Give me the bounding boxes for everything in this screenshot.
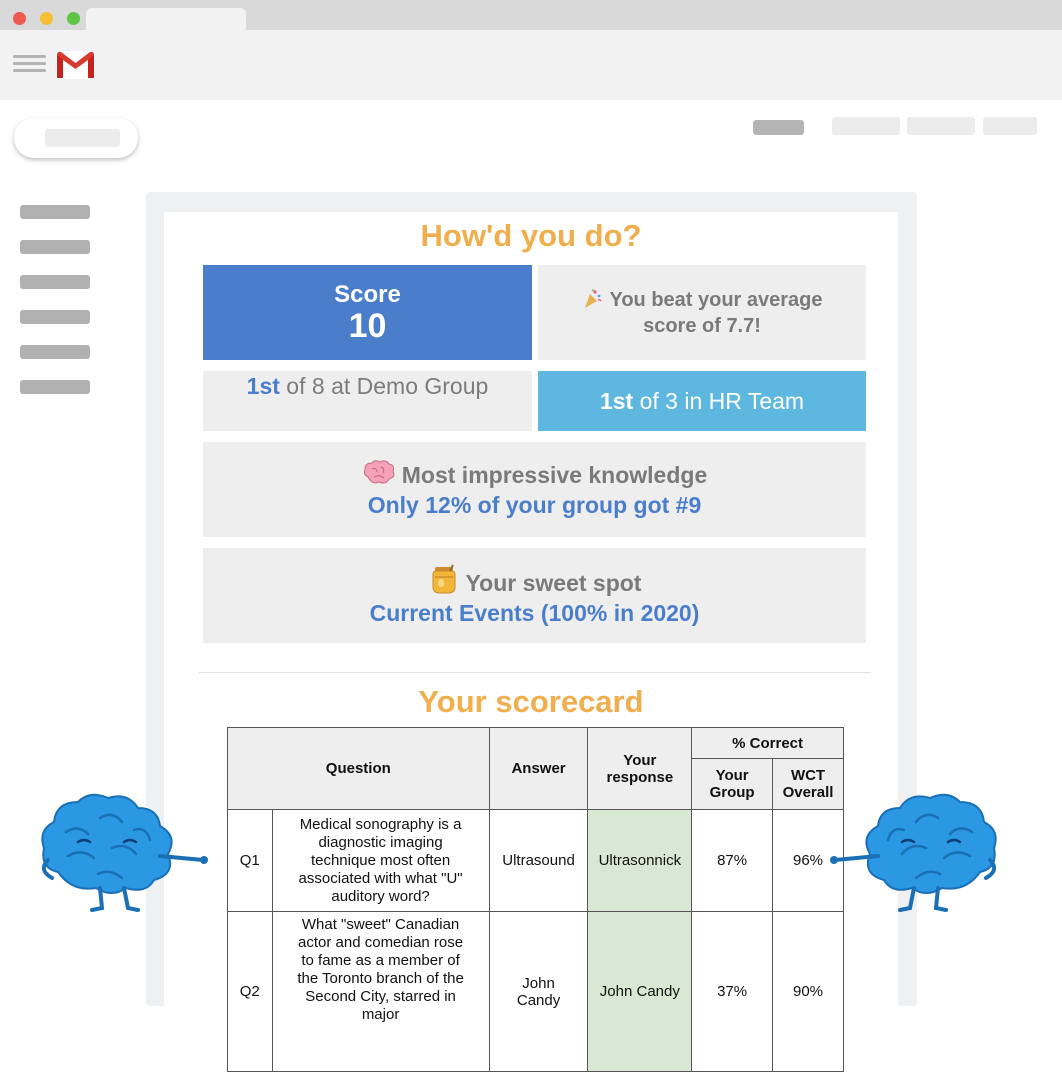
overall-pct-cell: 90% <box>773 912 844 1072</box>
toolbar-placeholder[interactable] <box>983 117 1037 135</box>
sidebar-item[interactable] <box>20 380 90 394</box>
response-cell: John Candy <box>588 912 692 1072</box>
sweet-spot-title-line <box>428 563 642 598</box>
question-text: Medical sonography is a diagnostic imaging technique most often associated with what "U" auditory word? <box>272 810 489 912</box>
group-rank-place: 1st <box>246 373 280 399</box>
score-label: Score <box>334 280 401 308</box>
score-value: 10 <box>348 306 387 345</box>
response-cell: Ultrasonnick <box>588 810 692 912</box>
brain-mascot-left <box>38 790 210 914</box>
knowledge-title: Most impressive knowledge <box>401 462 708 488</box>
browser-titlebar <box>0 0 1062 30</box>
toolbar-placeholder[interactable] <box>832 117 900 135</box>
question-number: Q2 <box>228 912 273 1072</box>
knowledge-detail: Only 12% of your group got #9 <box>367 492 702 518</box>
minimize-window-button[interactable] <box>40 12 53 25</box>
table-header-row <box>228 728 844 759</box>
pct-correct-header: % Correct <box>692 728 844 759</box>
group-rank-text <box>247 373 489 400</box>
answer-cell: Ultrasound <box>489 810 588 912</box>
knowledge-title-line <box>362 459 707 490</box>
average-comparison-card <box>538 265 866 360</box>
team-rank-detail: of 3 in HR Team <box>633 387 805 414</box>
sidebar-item[interactable] <box>20 310 90 324</box>
section-divider <box>199 672 871 673</box>
compose-button[interactable] <box>14 118 138 158</box>
sidebar-item[interactable] <box>20 205 90 219</box>
scorecard-title: Your scorecard <box>418 684 644 719</box>
your-group-header: Your Group <box>692 759 773 810</box>
answer-header: Answer <box>489 728 588 810</box>
question-header: Question <box>228 728 490 810</box>
question-text: What "sweet" Canadian actor and comedian rose to fame as a member of the Toronto branch of the Second City, starred in major <box>272 912 489 1072</box>
group-pct-cell: 37% <box>692 912 773 1072</box>
sweet-spot-card <box>203 548 866 643</box>
team-rank-text <box>600 388 804 415</box>
party-popper-icon <box>581 288 603 310</box>
browser-tab[interactable] <box>86 8 246 32</box>
sidebar-item[interactable] <box>20 345 90 359</box>
toolbar-placeholder[interactable] <box>907 117 975 135</box>
team-rank-place: 1st <box>599 387 634 414</box>
table-row <box>228 912 844 1072</box>
sweet-spot-detail: Current Events (100% in 2020) <box>369 600 700 626</box>
scorecard-table <box>227 727 844 1072</box>
group-pct-cell: 87% <box>692 810 773 912</box>
report-title: How'd you do? <box>420 218 642 253</box>
knowledge-card <box>203 442 866 537</box>
team-rank-card <box>538 371 866 431</box>
app-toolbar <box>0 30 1062 100</box>
overall-pct-cell: 96% <box>773 810 844 912</box>
question-number: Q1 <box>228 810 273 912</box>
brain-mascot-right <box>828 790 1000 914</box>
maximize-window-button[interactable] <box>67 12 80 25</box>
beat-line-1 <box>581 287 822 313</box>
table-row <box>228 810 844 912</box>
sidebar-item[interactable] <box>20 240 90 254</box>
answer-cell: John Candy <box>489 912 588 1072</box>
toolbar-placeholder[interactable] <box>753 120 804 135</box>
wct-overall-header: WCT Overall <box>773 759 844 810</box>
close-window-button[interactable] <box>13 12 26 25</box>
beat-line-2: score of 7.7! <box>643 314 761 337</box>
beat-text-1: You beat your average <box>609 288 823 311</box>
response-header: Your response <box>588 728 692 810</box>
honey-pot-icon <box>428 563 460 595</box>
sweet-spot-title: Your sweet spot <box>465 570 642 596</box>
group-rank-detail: of 8 at Demo Group <box>279 373 489 399</box>
score-card <box>203 265 532 360</box>
gmail-logo[interactable] <box>55 49 96 80</box>
hamburger-icon[interactable] <box>13 55 46 75</box>
brain-icon <box>362 459 396 487</box>
group-rank-card <box>203 371 532 431</box>
sidebar-item[interactable] <box>20 275 90 289</box>
